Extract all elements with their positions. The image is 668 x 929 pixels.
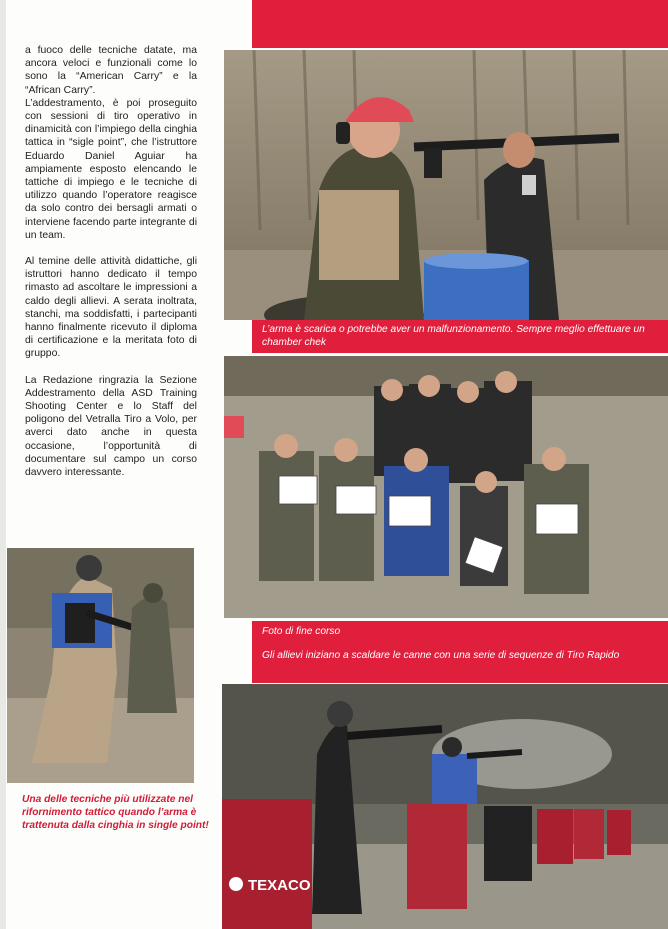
photo-rapid-fire (222, 684, 668, 929)
photo-chamber-check-art (224, 50, 668, 320)
barrel-brand-text: TEXACO (248, 877, 311, 894)
photo-single-point (7, 548, 194, 783)
caption-chamber-check (252, 320, 668, 353)
photo-group-art (224, 356, 668, 618)
red-header-band (252, 0, 668, 48)
caption-group-block (252, 621, 668, 683)
article-paragraph-2: Al temine delle attività didattiche, gli istruttori hanno dedicato il tempo rimasto ad ascoltare le impressioni a caldo degli allievi. A serata inoltrata, stanchi, ma soddisfatti, i partecipanti hanno finalmente ricevuto il diploma di certificazione e la meritata foto di gruppo. (25, 256, 197, 360)
caption-rapid-fire: Gli allievi iniziano a scaldare le canne con una serie di sequenze di Tiro Rapido (262, 650, 620, 661)
photo-group (224, 356, 668, 618)
page-gutter (0, 0, 6, 929)
article-paragraph-1: a fuoco delle tecniche datate, ma ancora veloci e funzionali come lo sono la “American Carry” e la “African Carry”. L’addestramento, è poi proseguito con sessioni di tiro operativo in dinamicità con l’impiego della cinghia tattica in “sigle point”, che l’istruttore Eduardo Daniel Aguiar ha ampiamente esposto elencando le tattiche di impiego e le tecniche di utilizzo quando l’operatore reagisce da solo contro dei bersagli armati o interviene facendo parte integrante di un team. (25, 45, 197, 241)
caption-chamber-check-text: L’arma è scarica o potrebbe aver un malfunzionamento. Sempre meglio effettuare un chamber chek (262, 324, 645, 348)
photo-rapid-fire-art (222, 684, 668, 929)
caption-single-point: Una delle tecniche più utilizzate nel rifornimento tattico quando l’arma è trattenuta dalla cinghia in single point! (22, 794, 209, 831)
photo-chamber-check (224, 50, 668, 320)
article-text-column (25, 44, 197, 492)
article-paragraph-3: La Redazione ringrazia la Sezione Addestramento della ASD Training Shooting Center e lo Staff del poligono del Vetralla Tiro a Volo, per averci dato anche in questa occasione, l’opportunità di documentare sul campo un corso davvero interessante. (25, 374, 197, 479)
caption-group-photo: Foto di fine corso (262, 626, 341, 637)
photo-single-point-art (7, 548, 194, 783)
